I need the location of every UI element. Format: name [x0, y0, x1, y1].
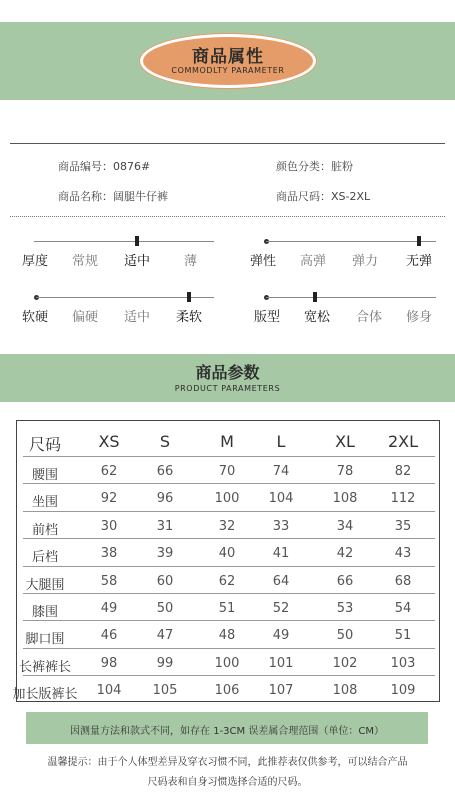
- attr-option: 高弹: [300, 254, 327, 269]
- table-cell: 31: [156, 518, 174, 534]
- table-header-size: L: [276, 432, 286, 451]
- table-header-label: 尺码: [28, 435, 61, 454]
- table-cell: 70: [218, 464, 236, 479]
- table-cell: 107: [268, 683, 294, 699]
- table-cell: 106: [214, 683, 240, 699]
- table-row-label: 膝围: [31, 605, 58, 620]
- table-cell: 66: [336, 573, 354, 589]
- scale-line: [34, 241, 214, 242]
- table-row-label: 加长版裤长: [12, 687, 78, 703]
- table-row-divider: [23, 566, 435, 567]
- attr-option: 适中: [124, 310, 151, 325]
- table-header-size: XS: [98, 432, 120, 451]
- scale-marker: [135, 236, 139, 246]
- table-cell: 104: [96, 683, 122, 699]
- table-cell: 105: [152, 683, 178, 699]
- info-name: 商品名称：阔腿牛仔裤: [58, 190, 168, 203]
- scale-marker: [313, 292, 317, 302]
- table-cell: 47: [156, 628, 174, 644]
- table-cell: 51: [394, 628, 412, 644]
- tip-line-1: 温馨提示：由于个人体型差异及穿衣习惯不同，此推荐表仅供参考，可以结合产品: [47, 757, 408, 768]
- table-cell: 49: [100, 601, 118, 616]
- table-cell: 54: [394, 601, 412, 616]
- table-header-size: M: [220, 432, 234, 451]
- table-cell: 48: [218, 628, 236, 644]
- table-cell: 40: [218, 546, 236, 562]
- scale-marker: [417, 236, 421, 246]
- table-cell: 50: [156, 601, 174, 616]
- info-size: 商品尺码：XS-2XL: [276, 190, 371, 203]
- attr-option: 偏硬: [72, 310, 99, 325]
- scale-marker: [187, 292, 191, 302]
- tip-line-2: 尺码表和自身习惯选择合适的尺码。: [147, 777, 308, 788]
- table-cell: 34: [336, 518, 354, 534]
- table-row-label: 脚口围: [25, 632, 65, 648]
- table-cell: 92: [100, 491, 118, 507]
- table-cell: 112: [390, 491, 416, 507]
- table-cell: 32: [218, 518, 236, 534]
- table-cell: 35: [394, 518, 412, 534]
- table-cell: 60: [156, 573, 174, 589]
- header-title: 商品属性: [192, 47, 264, 67]
- table-row-label: 腰围: [31, 468, 58, 483]
- table-cell: 82: [394, 464, 412, 479]
- attr-option: 弹力: [352, 254, 379, 269]
- table-row-label: 前档: [31, 522, 58, 538]
- divider-solid: [10, 143, 445, 144]
- table-row-divider: [23, 620, 435, 621]
- table-cell: 104: [268, 491, 294, 507]
- table-row-divider: [23, 593, 435, 594]
- table-row-divider: [23, 511, 435, 512]
- table-cell: 100: [214, 655, 240, 671]
- scale-line: [266, 241, 436, 242]
- divider-dotted: [10, 216, 445, 217]
- attr-option-selected: 适中: [124, 254, 151, 269]
- attr-option-selected: 宽松: [304, 310, 331, 325]
- table-cell: 100: [214, 491, 240, 507]
- table-cell: 41: [272, 546, 290, 562]
- attr-option: 常规: [72, 254, 99, 269]
- table-cell: 62: [218, 573, 236, 589]
- table-row-divider: [23, 675, 435, 676]
- table-cell: 109: [390, 683, 416, 699]
- table-cell: 103: [390, 655, 416, 671]
- table-row-divider: [23, 648, 435, 649]
- table-cell: 58: [100, 573, 118, 589]
- table-cell: 46: [100, 628, 118, 644]
- attr-option-selected: 无弹: [406, 254, 433, 269]
- info-code: 商品编号：0876#: [58, 160, 151, 173]
- table-cell: 66: [156, 464, 174, 479]
- table-cell: 33: [272, 518, 290, 534]
- table-row-divider: [23, 456, 435, 457]
- table-cell: 101: [268, 655, 294, 671]
- table-cell: 39: [156, 546, 174, 562]
- table-row-divider: [23, 483, 435, 484]
- header-subtitle: COMMODLTY PARAMETER: [171, 66, 285, 75]
- table-cell: 30: [100, 518, 118, 534]
- table-cell: 50: [336, 628, 354, 644]
- section-subtitle: PRODUCT PARAMETERS: [174, 384, 281, 393]
- table-header-size: S: [159, 432, 171, 451]
- table-cell: 53: [336, 601, 354, 616]
- table-cell: 108: [332, 683, 358, 699]
- section-title: 商品参数: [195, 363, 260, 382]
- attr-option-selected: 柔软: [176, 310, 203, 325]
- table-row-label: 坐围: [31, 495, 58, 511]
- table-cell: 96: [156, 491, 174, 507]
- size-table: [12, 420, 440, 703]
- attr-label: 弹性: [250, 254, 277, 269]
- table-cell: 62: [100, 464, 118, 479]
- table-header-size: XL: [335, 432, 355, 451]
- table-cell: 51: [218, 601, 236, 616]
- info-color: 颜色分类：脏粉: [276, 160, 353, 173]
- table-cell: 99: [156, 655, 174, 671]
- attr-option: 合体: [356, 310, 383, 325]
- table-cell: 38: [100, 546, 118, 562]
- note-text: 因测量方法和款式不同，如存在 1-3CM 误差属合理范围（单位：CM）: [70, 726, 384, 737]
- table-row-divider: [23, 538, 435, 539]
- attr-label: 厚度: [22, 254, 49, 269]
- table-cell: 43: [394, 546, 412, 562]
- table-cell: 64: [272, 573, 290, 589]
- table-cell: 49: [272, 628, 290, 644]
- table-row-label: 大腿围: [25, 577, 65, 593]
- table-header-size: 2XL: [387, 432, 419, 451]
- table-cell: 98: [100, 655, 118, 671]
- table-cell: 68: [394, 573, 412, 589]
- table-cell: 108: [332, 491, 358, 507]
- table-row-label: 长裤裤长: [18, 659, 71, 675]
- attr-option: 薄: [184, 254, 198, 269]
- table-cell: 102: [332, 655, 358, 671]
- attr-option: 修身: [406, 310, 433, 325]
- attr-label: 版型: [254, 310, 281, 325]
- scale-line: [266, 297, 436, 298]
- table-row-label: 后档: [31, 550, 58, 566]
- table-cell: 78: [336, 464, 354, 479]
- table-cell: 74: [272, 464, 290, 479]
- table-cell: 52: [272, 601, 290, 616]
- attr-label: 软硬: [22, 310, 49, 325]
- table-cell: 42: [336, 546, 354, 562]
